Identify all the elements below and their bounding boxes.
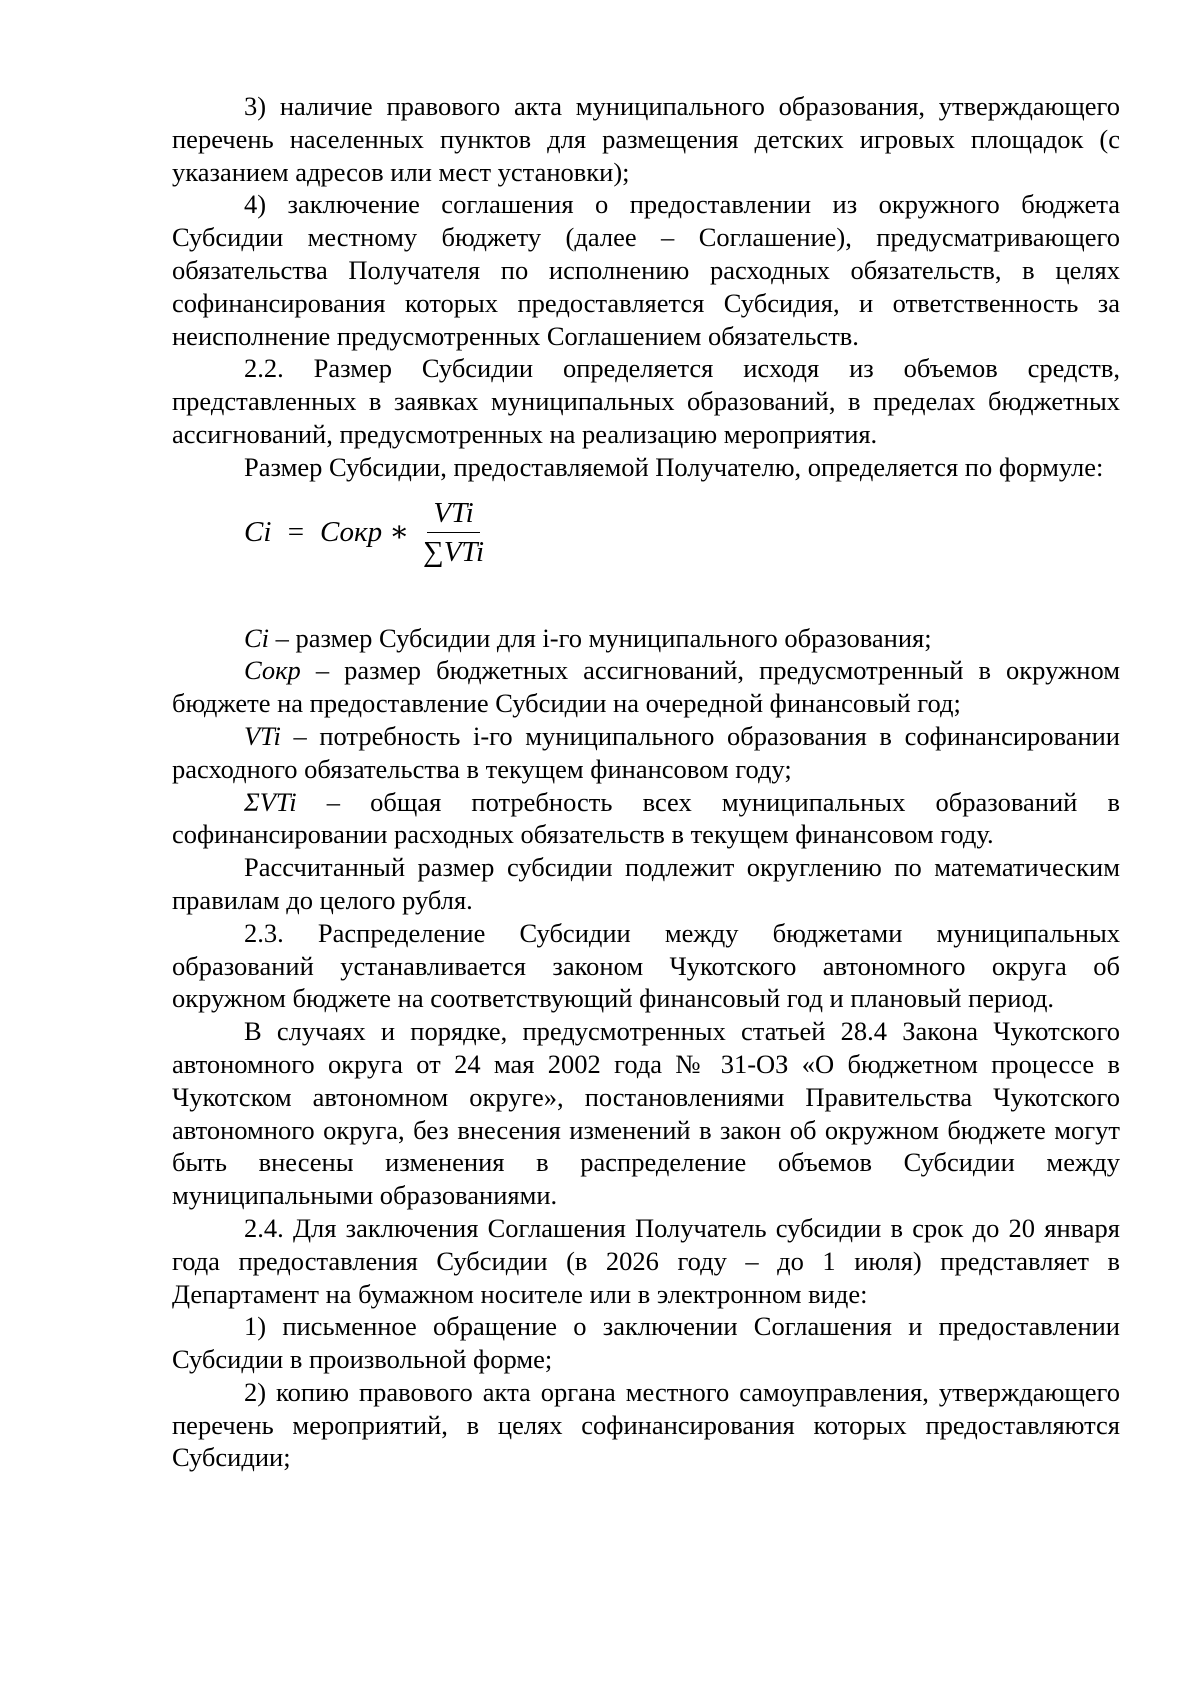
paragraph-redistribution: В случаях и порядке, предусмотренных статьей 28.4 Закона Чукотского автономного округа от 24 мая 2002 года № 31-ОЗ «О бюджетном процессе в Чукотском автономном округе», постановлениями Правительства Чукотского автономного округа, без внесения изменений в закон об окружном бюджете могут быть внесены изменения в распределение объемов Субсидии между муниципальными образованиями. (172, 1016, 1120, 1211)
formula-fraction (417, 496, 490, 569)
definition-text: – размер Субсидии для i-го муниципального образования; (269, 622, 932, 653)
definition-term: VTi (244, 720, 281, 751)
definition-sum-vti (172, 786, 1120, 852)
formula-spacer (172, 580, 1120, 622)
formula-numerator: VTi (427, 496, 479, 533)
paragraph-item-4: 4) заключение соглашения о предоставлении из окружного бюджета Субсидии местному бюджету (далее – Соглашение), предусматривающего обязательства Получателя по исполнению расходных обязательств, в целях софинансирования которых предоставляется Субсидия, и ответственность за неисполнение предусмотренных Соглашением обязательств. (172, 189, 1120, 351)
paragraph-2-4: 2.4. Для заключения Соглашения Получатель субсидии в срок до 20 января года предоставления Субсидии (в 2026 году – до 1 июля) представляет в Департамент на бумажном носителе или в электронном виде: (172, 1212, 1120, 1309)
paragraph-item-3: 3) наличие правового акта муниципального образования, утверждающего перечень населенных пунктов для размещения детских игровых площадок (с указанием адресов или мест установки); (172, 91, 1120, 187)
definition-term: ΣVTi (244, 786, 297, 817)
definition-text: – потребность i-го муниципального образования в софинансировании расходного обязательства в текущем финансовом году; (172, 720, 1120, 784)
definition-ci (172, 622, 1120, 655)
definition-term: Ci (244, 622, 270, 653)
paragraph-2-3: 2.3. Распределение Субсидии между бюджетами муниципальных образований устанавливается законом Чукотского автономного округа об окружном бюджете на соответствующий финансовый год и плановый период. (172, 917, 1120, 1014)
definition-text: – размер бюджетных ассигнований, предусмотренный в окружном бюджете на предоставление Субсидии на очередной финансовый год; (172, 655, 1120, 719)
paragraph-doc-2: 2) копию правового акта органа местного самоуправления, утверждающего перечень мероприятий, в целях софинансирования которых предоставляются Субсидии; (172, 1376, 1120, 1473)
formula-lhs: Ci = Сокр ∗ (244, 516, 410, 549)
definition-text: – общая потребность всех муниципальных образований в софинансировании расходных обязательств в текущем финансовом году. (172, 786, 1120, 850)
subsidy-formula (244, 486, 1120, 580)
paragraph-rounding: Рассчитанный размер субсидии подлежит округлению по математическим правилам до целого рубля. (172, 852, 1120, 915)
paragraph-formula-intro: Размер Субсидии, предоставляемой Получателю, определяется по формуле: (244, 451, 1104, 482)
definition-term: Сокр (244, 655, 301, 686)
formula-denominator: ∑VTi (423, 536, 485, 569)
paragraph-2-2: 2.2. Размер Субсидии определяется исходя из объемов средств, представленных в заявках муниципальных образований, в пределах бюджетных ассигнований, предусмотренных на реализацию мероприятия. (172, 353, 1120, 449)
document-page (172, 90, 1120, 1474)
paragraph-doc-1: 1) письменное обращение о заключении Соглашения и предоставлении Субсидии в произвольной форме; (172, 1311, 1120, 1375)
definition-vti (172, 720, 1120, 786)
definition-sokr (172, 654, 1120, 720)
